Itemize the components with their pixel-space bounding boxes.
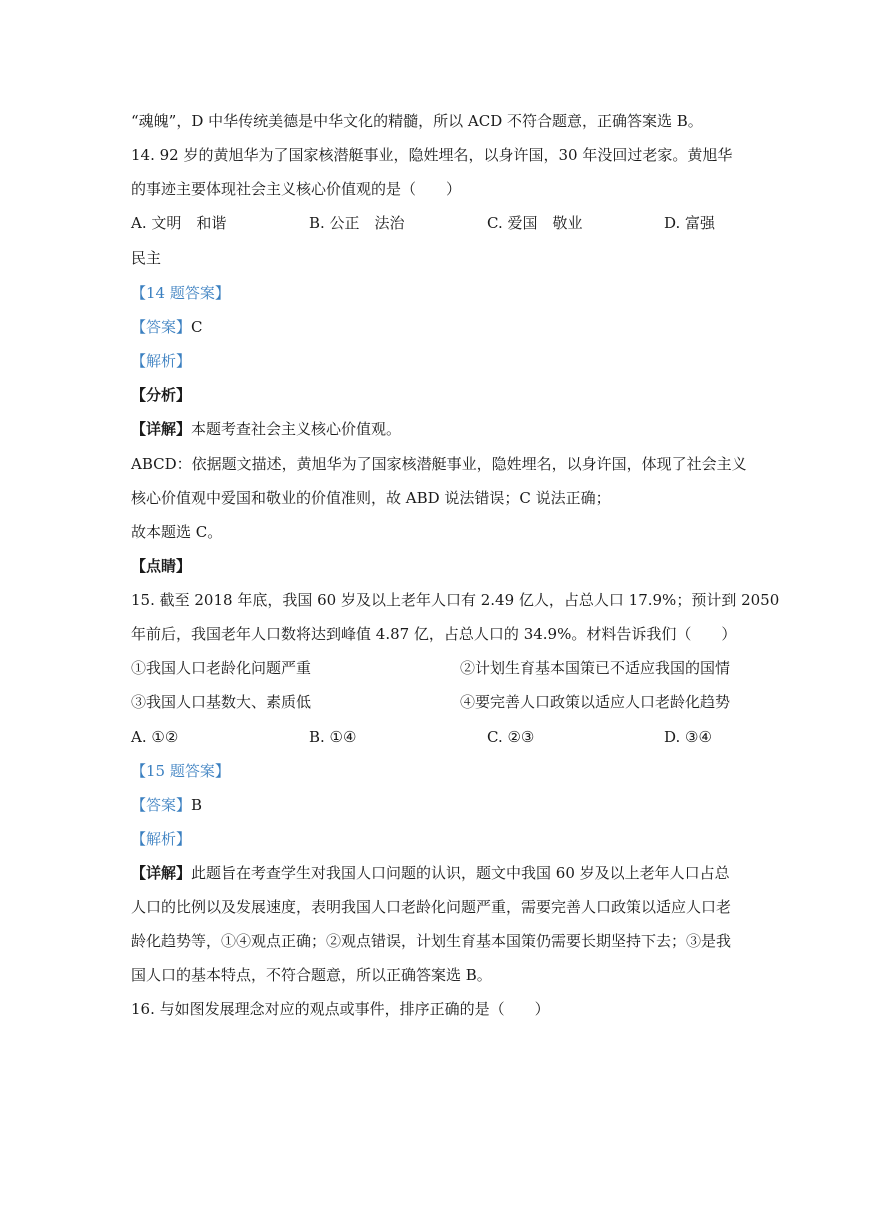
- q14-fenxi-tag: 【分析】: [131, 386, 192, 404]
- question-16-stem: 16. 与如图发展理念对应的观点或事件，排序正确的是（ ）: [131, 1000, 550, 1018]
- xiangjie-tag: 【详解】: [131, 420, 192, 438]
- question-14-stem: 14. 92 岁的黄旭华为了国家核潜艇事业，隐姓埋名，以身许国，30 年没回过老家。黄旭华: [131, 146, 733, 164]
- q15-xiangjie: [131, 863, 730, 883]
- answer-tag: 【答案】: [131, 796, 192, 814]
- q14-answer: [131, 317, 203, 337]
- q14-option-c: C. 爱国 敬业: [487, 214, 583, 232]
- xiangjie-text: 本题考查社会主义核心价值观。: [191, 420, 402, 438]
- q15-analysis-line: 龄化趋势等，①④观点正确；②观点错误，计划生育基本国策仍需要长期坚持下去；③是我: [131, 932, 732, 950]
- answer-tag: 【答案】: [131, 318, 192, 336]
- q15-statement-2: ②计划生育基本国策已不适应我国的国情: [460, 659, 731, 677]
- q15-analysis-line: 人口的比例以及发展速度，表明我国人口老龄化问题严重，需要完善人口政策以适应人口老: [131, 898, 732, 916]
- q14-analysis-line: ABCD：依据题文描述，黄旭华为了国家核潜艇事业，隐姓埋名，以身许国，体现了社会主义: [131, 455, 747, 473]
- q15-answer-header: 【15 题答案】: [131, 762, 230, 780]
- q15-option-a: A. ①②: [131, 728, 179, 746]
- q14-xiangjie: [131, 419, 401, 439]
- text-line: “魂魄”，D 中华传统美德是中华文化的精髓，所以 ACD 不符合题意，正确答案选 B。: [131, 112, 703, 130]
- q15-answer: [131, 795, 202, 815]
- q14-option-a: A. 文明 和谐: [131, 214, 227, 232]
- q15-option-d: D. ③④: [664, 728, 712, 746]
- xiangjie-text: 此题旨在考查学生对我国人口问题的认识，题文中我国 60 岁及以上老年人口占总: [191, 864, 730, 882]
- q14-answer-header: 【14 题答案】: [131, 284, 230, 302]
- q14-option-b: B. 公正 法治: [309, 214, 405, 232]
- answer-value: B: [191, 796, 203, 814]
- q15-statement-3: ③我国人口基数大、素质低: [131, 693, 312, 711]
- q15-analysis-line: 国人口的基本特点，不符合题意，所以正确答案选 B。: [131, 966, 492, 984]
- q14-dianjing-tag: 【点睛】: [131, 557, 192, 575]
- q15-option-b: B. ①④: [309, 728, 357, 746]
- q14-conclusion: 故本题选 C。: [131, 523, 223, 541]
- q14-jiexi-tag: 【解析】: [131, 352, 192, 370]
- q15-statement-1: ①我国人口老龄化问题严重: [131, 659, 312, 677]
- question-15-stem: 15. 截至 2018 年底，我国 60 岁及以上老年人口有 2.49 亿人，占总人口 17.9%；预计到 2050: [131, 591, 780, 609]
- q15-statement-4: ④要完善人口政策以适应人口老龄化趋势: [460, 693, 731, 711]
- q15-option-c: C. ②③: [487, 728, 535, 746]
- q14-analysis-line: 核心价值观中爱国和敬业的价值准则，故 ABD 说法错误；C 说法正确；: [131, 489, 611, 507]
- q14-option-d-cont: 民主: [131, 249, 162, 267]
- xiangjie-tag: 【详解】: [131, 864, 192, 882]
- answer-value: C: [191, 318, 203, 336]
- q14-option-d: D. 富强: [664, 214, 716, 232]
- q15-jiexi-tag: 【解析】: [131, 830, 192, 848]
- question-14-stem-cont: 的事迹主要体现社会主义核心价值观的是（ ）: [131, 180, 462, 198]
- question-15-stem-cont: 年前后，我国老年人口数将达到峰值 4.87 亿，占总人口的 34.9%。材料告诉我们（ ）: [131, 625, 737, 643]
